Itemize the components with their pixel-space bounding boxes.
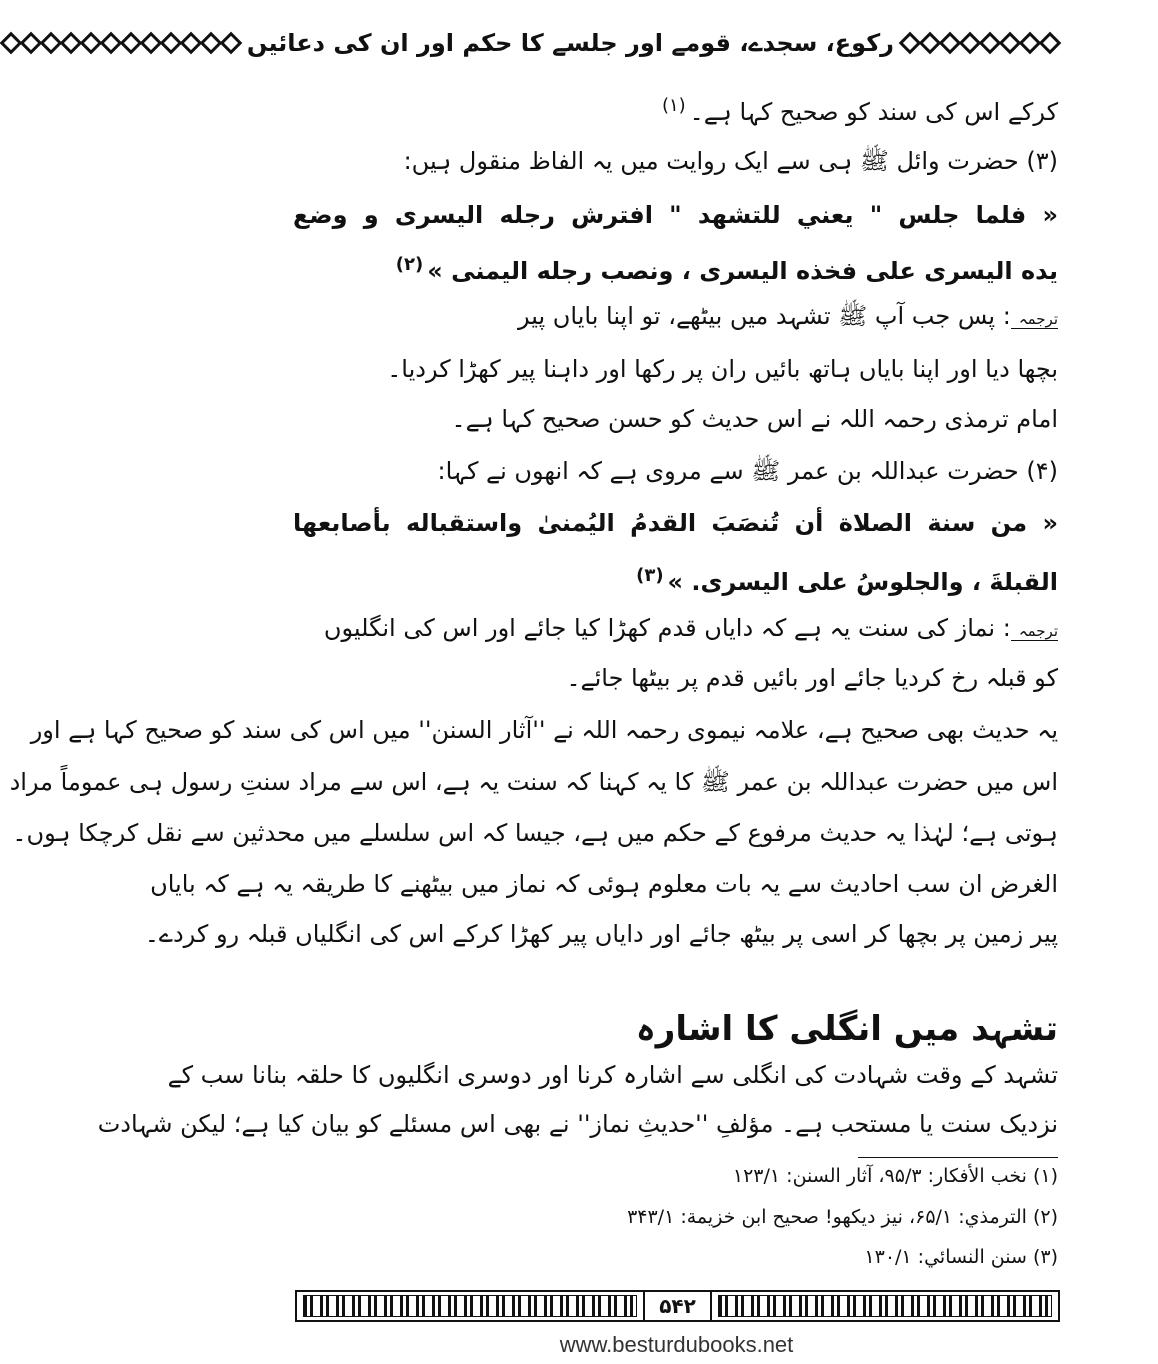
arabic-hadith-line: « فلما جلس " يعني للتشهد " افترش رجله اليسرى و وضع: [293, 201, 1058, 229]
running-header: [246, 26, 1060, 60]
page-footer: [295, 1290, 1060, 1322]
text-line: یہ حدیث بھی صحیح ہے، علامہ نیموی رحمہ اللہ نے ''آثار السنن'' میں اس کی سند کو صحیح کہا ہے اور: [30, 716, 1058, 744]
footnote-ref: (۲): [395, 254, 424, 275]
text-line: امام ترمذی رحمہ اللہ نے اس حدیث کو حسن صحیح کہا ہے۔: [451, 405, 1058, 433]
text-span: کرکے اس کی سند کو صحیح کہا ہے۔: [689, 98, 1058, 126]
footer-ornament-left: [303, 1295, 637, 1317]
footnote: (۱) نخب الأفكار: ۹۵/۳، آثار السنن: ۱۲۳/۱: [732, 1165, 1058, 1187]
text-span: القبلةَ ، والجلوسُ على اليسرى. »: [667, 568, 1058, 596]
translation-label: ترجمہ: [1011, 310, 1058, 329]
header-ornament-left: [1, 35, 241, 51]
translation-label: ترجمہ: [1011, 622, 1058, 641]
translation-line: [293, 298, 1058, 337]
footnote: (۳) سنن النسائي: ۱۳۰/۱: [864, 1246, 1058, 1268]
text-line: الغرض ان سب احادیث سے یہ بات معلوم ہوئی کہ نماز میں بیٹھنے کا طریقہ یہ ہے کہ بایاں: [150, 870, 1058, 898]
text-line: پیر زمین پر بچھا کر اسی پر بیٹھ جائے اور دایاں پیر کھڑا کرکے اس کی انگلیاں قبلہ رو کردے۔: [144, 920, 1058, 948]
footnote-ref: (۳): [636, 565, 664, 586]
text-line: نزدیک سنت یا مستحب ہے۔ مؤلفِ ''حدیثِ نماز'' نے بھی اس مسئلے کو بیان کیا ہے؛ لیکن شہادت: [97, 1110, 1058, 1138]
text-span: : پس جب آپ ﷺ تشہد میں بیٹھے، تو اپنا بایاں پیر: [517, 302, 1011, 330]
text-line: ہوتی ہے؛ لہٰذا یہ حدیث مرفوع کے حکم میں ہے، جیسا کہ اس سلسلے میں محدثین سے نقل کرچکا ہوں۔: [12, 819, 1058, 847]
website-watermark: www.besturdubooks.net: [559, 1332, 794, 1357]
text-line: تشہد کے وقت شہادت کی انگلی سے اشارہ کرنا اور دوسری انگلیوں کا حلقہ بنانا سب کے: [167, 1061, 1058, 1089]
section-heading: تشہد میں انگلی کا اشارہ: [635, 1009, 1058, 1049]
book-page: [9, 0, 1158, 1364]
footnote-ref: (۱): [661, 95, 686, 116]
footer-ornament-right: [718, 1295, 1052, 1317]
text-line: (۳) حضرت وائل ﷺ ہی سے ایک روایت میں یہ الفاظ منقول ہیں:: [403, 147, 1058, 175]
text-line: اس میں حضرت عبداللہ بن عمر ﷺ کا یہ کہنا کہ سنت یہ ہے، اس سے مراد سنتِ رسول ہی عموماً مراد: [9, 768, 1058, 796]
text-line: [293, 88, 1058, 130]
text-line: کو قبلہ رخ کردیا جائے اور بائیں قدم پر بیٹھا جائے۔: [566, 664, 1058, 692]
footnote-divider: [858, 1157, 1058, 1158]
text-span: يده اليسرى على فخذه اليسرى ، ونصب رجله اليمنى »: [427, 257, 1058, 285]
header-ornament-right: [900, 35, 1060, 51]
arabic-hadith-line: [293, 558, 1058, 600]
text-line: (۴) حضرت عبداللہ بن عمر ﷺ سے مروی ہے کہ انھوں نے کہا:: [437, 457, 1058, 485]
running-header-title: رکوع، سجدے، قومے اور جلسے کا حکم اور ان کی دعائیں: [246, 29, 894, 57]
arabic-hadith-line: « من سنة الصلاة أن تُنصَبَ القدمُ اليُمنىٰ واستقباله بأصابعها: [293, 509, 1058, 537]
text-span: : نماز کی سنت یہ ہے کہ دایاں قدم کھڑا کیا جائے اور اس کی انگلیوں: [323, 614, 1011, 642]
page-number: ۵۴۲: [643, 1292, 712, 1320]
text-line: بچھا دیا اور اپنا بایاں ہاتھ بائیں ران پر رکھا اور داہنا پیر کھڑا کردیا۔: [387, 355, 1058, 383]
translation-line: [293, 610, 1058, 649]
arabic-hadith-line: [293, 247, 1058, 289]
footnote: (۲) الترمذي: ۶۵/۱، نیز دیکھو! صحيح ابن خزيمة: ۳۴۳/۱: [627, 1206, 1058, 1228]
